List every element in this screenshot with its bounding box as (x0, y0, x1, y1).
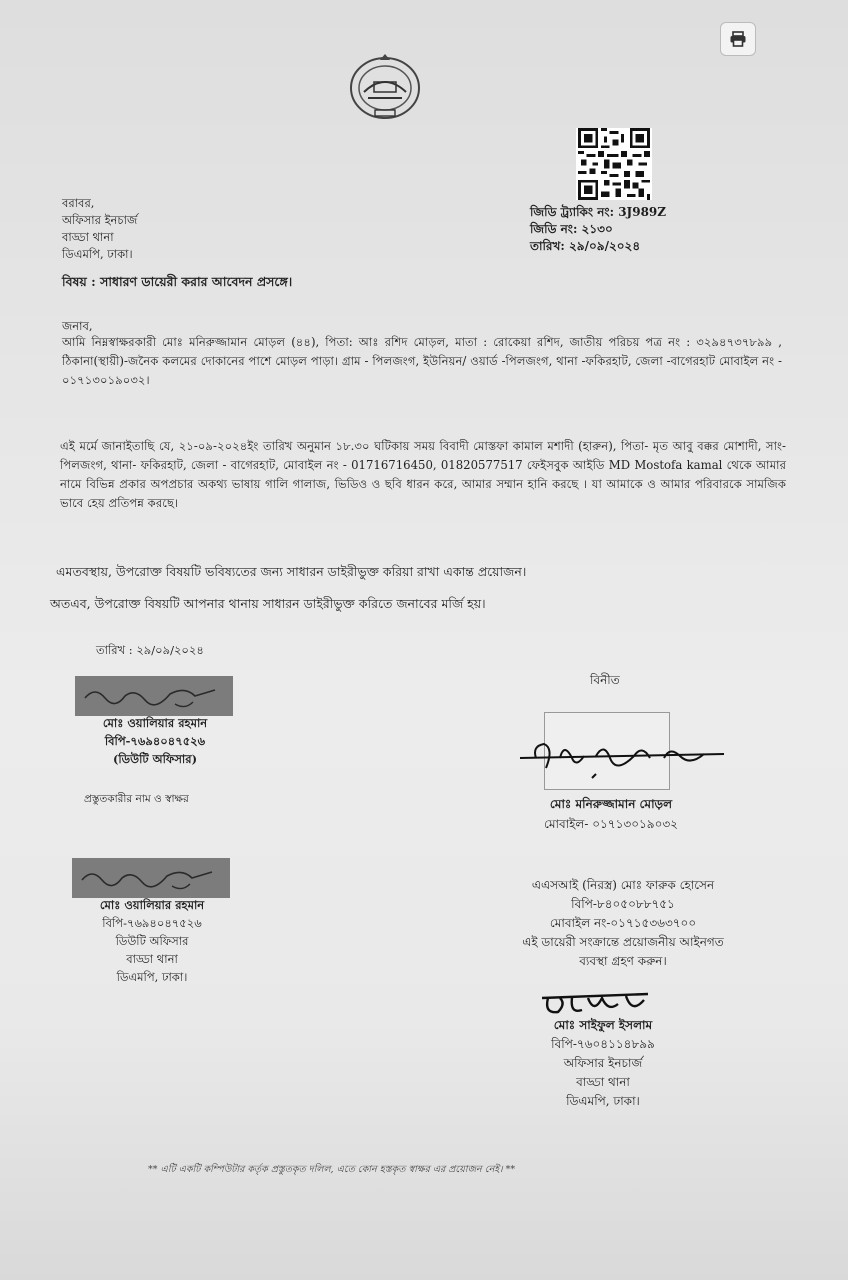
prayer-paragraph: অতএব, উপরোক্ত বিষয়টি আপনার থানায় সাধারন ডাইরীভুক্ত করিতে জনাবের মর্জি হয়। (50, 596, 486, 611)
subject-line: বিষয় : সাধারণ ডায়েরী করার আবেদন প্রসঙ্গে। (62, 274, 293, 289)
duty-officer-unit: ডিএমপি, ঢাকা। (116, 970, 188, 984)
oc-unit: ডিএমপি, ঢাকা। (566, 1094, 640, 1108)
duty-officer-verification-block (72, 896, 232, 986)
asi-instruction: এই ডায়েরী সংক্রান্তে প্রয়োজনীয় আইনগত (522, 935, 724, 949)
asi-instruction: ব্যবস্থা গ্রহণ করুন। (579, 954, 667, 968)
applicant-signature-image (514, 728, 730, 784)
applicant-mobile: মোবাইল- ০১৭১৩০১৯০৩২ (544, 817, 678, 831)
oc-bp: বিপি-৭৬০৪১১৪৮৯৯ (551, 1037, 655, 1051)
recipient-line: ডিএমপি, ঢাকা। (62, 247, 133, 261)
applicant-name: মোঃ মনিরুজ্জামান মোড়ল (549, 797, 673, 811)
gd-tracking-info (530, 204, 666, 255)
duty-officer-station: বাড্ডা থানা (126, 952, 178, 966)
recipient-block (62, 195, 137, 263)
asi-mobile: মোবাইল নং-০১৭১৫৩৬৩৭০০ (549, 916, 697, 930)
duty-officer-role: ডিউটি অফিসার (115, 934, 189, 948)
duty-officer-name: মোঃ ওয়ালিয়ার রহমান (99, 898, 205, 912)
printer-icon (729, 31, 747, 47)
duty-officer-bp: বিপি-৭৬৯৪০৪৭৫২৬ (102, 916, 202, 930)
gd-date: তারিখ: ২৯/০৯/২০২৪ (530, 239, 641, 253)
recipient-line: অফিসার ইনচার্জ (62, 213, 138, 227)
duty-officer-block (70, 714, 240, 768)
qr-code-icon (576, 128, 652, 200)
oc-station: বাড্ডা থানা (576, 1075, 630, 1089)
duty-officer-signature-image (72, 858, 230, 898)
application-date: তারিখ : ২৯/০৯/২০২৪ (96, 643, 204, 657)
applicant-block (516, 794, 706, 834)
duty-officer-bp: বিপি-৭৬৯৪০৪৭৫২৬ (104, 734, 206, 748)
closing-text: বিনীত (590, 673, 620, 687)
request-paragraph: এমতবস্থায়, উপরোক্ত বিষয়টি ভবিষ্যতের জন্য সাধারন ডাইরীভুক্ত করিয়া রাখা একান্ত প্রয়োজন। (56, 564, 527, 579)
gd-number: জিডি নং: ২১৩০ (530, 222, 613, 236)
duty-officer-signature-image (75, 676, 233, 716)
recipient-line: বাড্ডা থানা (62, 230, 114, 244)
prepared-by-label: প্রস্তুতকারীর নাম ও স্বাক্ষর (84, 793, 189, 805)
asi-endorsement-block (478, 876, 768, 971)
gd-tracking-number: জিডি ট্র্যাকিং নং: 3J989Z (530, 205, 667, 219)
print-button[interactable] (720, 22, 756, 56)
duty-officer-role: (ডিউটি অফিসার) (112, 752, 198, 766)
officer-in-charge-block (500, 1016, 706, 1111)
oc-role: অফিসার ইনচার্জ (563, 1056, 643, 1070)
recipient-line: বরাবর, (62, 196, 95, 210)
salutation: জনাব, (62, 319, 93, 333)
asi-bp: বিপি-৮৪০৫০৮৮৭৫১ (571, 897, 675, 911)
asi-name: এএসআই (নিরস্ত্র) মোঃ ফারুক হোসেন (531, 878, 715, 892)
oc-name: মোঃ সাইফুল ইসলাম (553, 1018, 653, 1032)
computer-generated-footnote: ** এটি একটি কম্পিউটার কর্তৃক প্রস্তুতকৃত দলিল, এতে কোন হস্তকৃত স্বাক্ষর এর প্রয়োজন নেই। ** (148, 1164, 516, 1175)
applicant-details-paragraph: আমি নিম্নস্বাক্ষরকারী মোঃ মনিরুজ্জামান মোড়ল (৪৪), পিতা: আঃ রশিদ মোড়ল, মাতা : রোকেয়া রশিদ, জাতীয় পরিচয় পত্র নং : ৩২৯৪৭৩৭৮৯৯ , ঠিকানা(স্থায়ী)-জনৈক কলমের দোকানের পাশে মোড়ল পাড়া। গ্রাম - পিলজংগ, ইউনিয়ন/ ওয়ার্ড -পিলজংগ, থানা -ফকিরহাট, জেলা -বাগেরহাট মোবাইল নং - ০১৭১৩০১৯০৩২। (62, 335, 782, 387)
complaint-paragraph: এই মর্মে জানাইতাছি যে, ২১-০৯-২০২৪ইং তারিখ অনুমান ১৮.৩০ ঘটিকায় সময় বিবাদী মোস্তফা কামাল মশাদী (হারুন), পিতা- মৃত আবু বক্কর মোশাদী, সাং- পিলজংগ, থানা- ফকিরহাট, জেলা - বাগেরহাট, মোবাইল নং - 01716716450, 01820577517 ফেইসবুক আইডি MD Mostofa kamal থেকে আমার নামে বিভিন্ন প্রকার অপপ্রচার অকথ্য ভাষায় গালি গালাজ, ভিডিও ও ছবি ধারন করে, আমার সম্মান হানি করছে । যা আমাকে ও আমার পরিবারকে সামজিক ভাবে হেয় প্রতিপন্ন করছে। (60, 439, 786, 510)
police-emblem-icon (344, 52, 426, 122)
duty-officer-name: মোঃ ওয়ালিয়ার রহমান (102, 716, 208, 730)
officer-in-charge-signature-image (536, 984, 656, 1020)
